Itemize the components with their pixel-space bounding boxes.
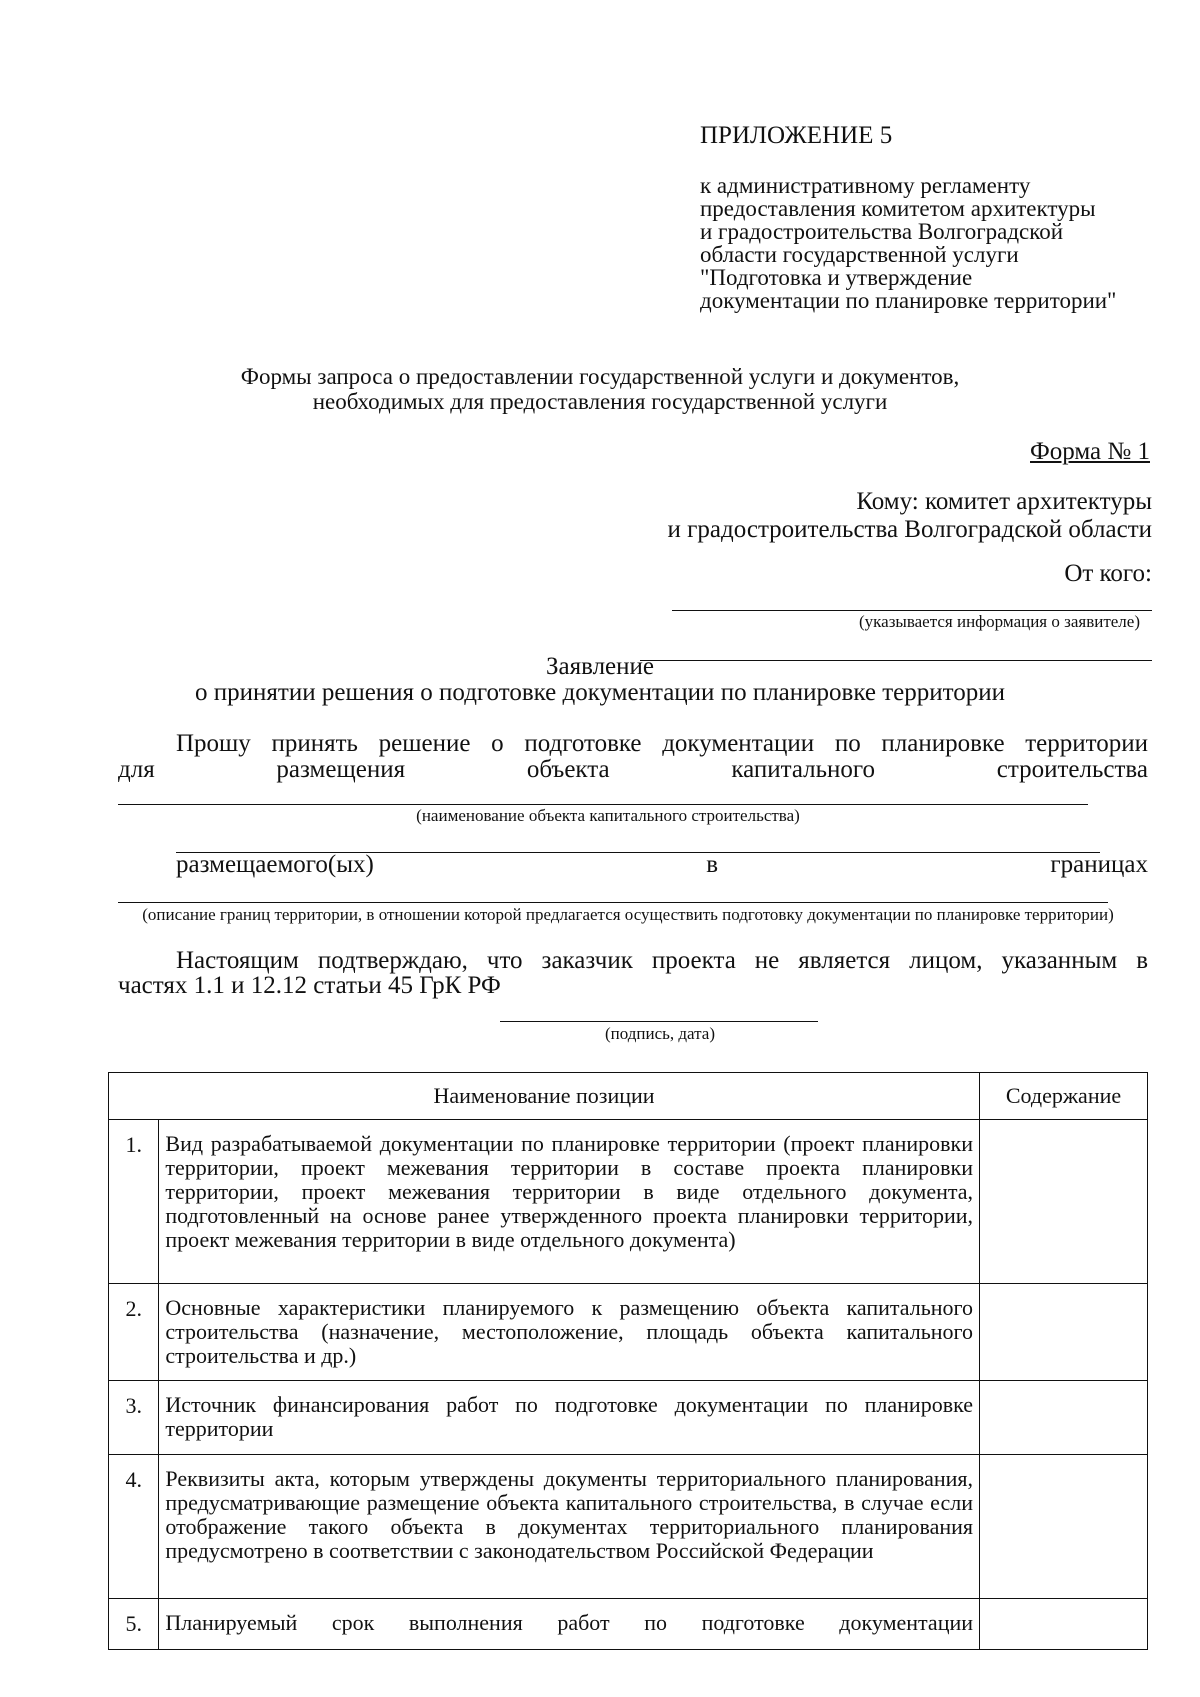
table-row	[109, 1455, 1148, 1599]
row-number: 4.	[109, 1455, 159, 1599]
signature-fill-line[interactable]	[500, 1021, 818, 1022]
object-name-fill-line[interactable]	[118, 804, 1088, 805]
forms-title-line: необходимых для предоставления государственной услуги	[312, 389, 888, 414]
table-row	[109, 1381, 1148, 1455]
row-number: 2.	[109, 1284, 159, 1381]
request-line-1: Прошу принять решение о подготовке документации по планировке территории	[176, 730, 1148, 757]
request-line-2: для размещения объекта капитального строительства	[118, 756, 1148, 783]
forms-title-line: Формы запроса о предоставлении государственной услуги и документов,	[240, 364, 960, 389]
reference-line: документации по планировке территории"	[700, 288, 1117, 313]
header-name: Наименование позиции	[109, 1073, 980, 1120]
placed-within-line: размещаемого(ых) в границах	[176, 851, 1148, 878]
row-number: 1.	[109, 1120, 159, 1284]
row-name: Реквизиты акта, которым утверждены документы территориального планирования, предусматривающие размещение объекта капитального строительства, в случае если отображение такого объекта в документах территориального планирования предусмотрено в соответствии с законодательством Российской Федерации	[159, 1455, 980, 1599]
reference-line: области государственной услуги	[700, 242, 1019, 267]
items-table	[108, 1072, 1148, 1650]
reference-line: предоставления комитетом архитектуры	[700, 196, 1096, 221]
bounds-caption: (описание границ территории, в отношении которой предлагается осуществить подготовку документации по планировке территории)	[142, 905, 1114, 924]
from-label: От кого:	[1064, 560, 1152, 587]
bounds-fill-line[interactable]	[118, 902, 1108, 903]
table-row	[109, 1120, 1148, 1284]
applicant-fill-line[interactable]	[672, 610, 1152, 611]
object-name-caption: (наименование объекта капитального строительства)	[416, 806, 800, 825]
statement-heading: Заявление	[545, 653, 655, 680]
row-name: Основные характеристики планируемого к размещению объекта капитального строительства (назначение, местоположение, площадь объекта капитального строительства и др.)	[159, 1284, 980, 1381]
row-content[interactable]	[980, 1120, 1148, 1284]
appendix-reference	[700, 174, 1116, 312]
applicant-caption: (указывается информация о заявителе)	[858, 612, 1140, 631]
table-row	[109, 1284, 1148, 1381]
table-row	[109, 1599, 1148, 1650]
statement-subtitle: о принятии решения о подготовке документации по планировке территории	[195, 679, 1005, 706]
statement-title	[120, 654, 1080, 706]
addressee-line: и градостроительства Волгоградской области	[667, 516, 1152, 543]
header-content: Содержание	[980, 1073, 1148, 1120]
table-header-row	[109, 1073, 1148, 1120]
addressee	[668, 488, 1152, 544]
forms-title	[120, 364, 1080, 414]
row-content[interactable]	[980, 1599, 1148, 1650]
row-number: 5.	[109, 1599, 159, 1650]
row-content[interactable]	[980, 1284, 1148, 1381]
form-number: Форма № 1	[1030, 438, 1150, 465]
signature-caption: (подпись, дата)	[604, 1024, 715, 1043]
row-number: 3.	[109, 1381, 159, 1455]
reference-line: и градостроительства Волгоградской	[700, 219, 1064, 244]
row-name: Источник финансирования работ по подготовке документации по планировке территории	[159, 1381, 980, 1455]
reference-line: к административному регламенту	[700, 173, 1031, 198]
confirmation-line-1: Настоящим подтверждаю, что заказчик проекта не является лицом, указанным в	[176, 947, 1148, 974]
row-content[interactable]	[980, 1381, 1148, 1455]
addressee-line: Кому: комитет архитектуры	[856, 488, 1152, 515]
appendix-title: ПРИЛОЖЕНИЕ 5	[700, 122, 893, 149]
row-content[interactable]	[980, 1455, 1148, 1599]
reference-line: "Подготовка и утверждение	[700, 265, 973, 290]
row-name: Планируемый срок выполнения работ по подготовке документации	[159, 1599, 980, 1650]
confirmation-line-2: частях 1.1 и 12.12 статьи 45 ГрК РФ	[118, 972, 501, 999]
row-name: Вид разрабатываемой документации по планировке территории (проект планировки территории, проект межевания территории в составе проекта планировки территории, проект межевания территории в виде отдельного документа, подготовленный на основе ранее утвержденного проекта планировки территории, проект межевания территории в виде отдельного документа)	[159, 1120, 980, 1284]
